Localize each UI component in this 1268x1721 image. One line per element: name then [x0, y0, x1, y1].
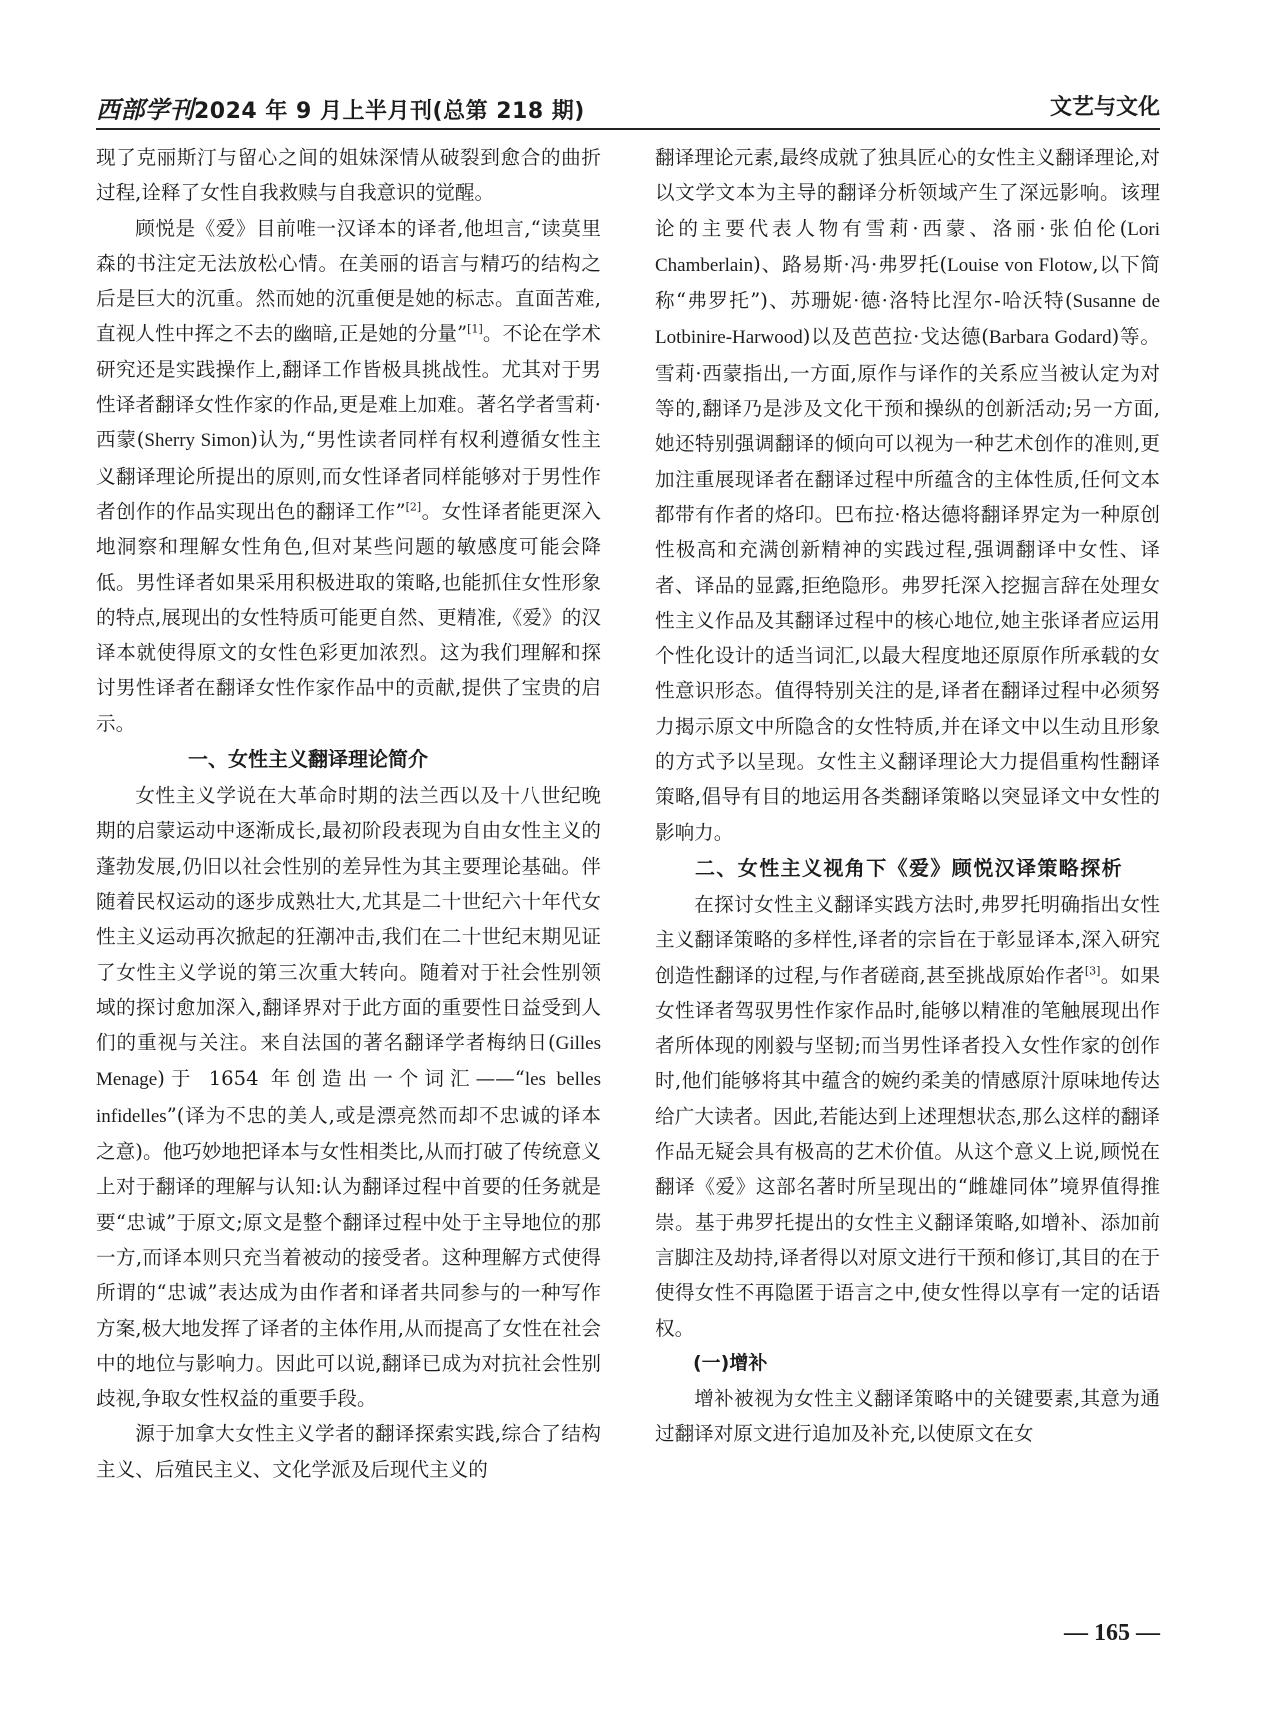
paragraph-text: )于 1654 年创造出一个词汇——“ [157, 1067, 525, 1091]
latin-name: Lori Chamberlain [655, 218, 1160, 276]
latin-name: Gilles Menage [96, 1033, 601, 1091]
paragraph-text: ,以下简称“弗罗托”)、苏珊妮·德·洛特比涅尔-哈沃特( [655, 252, 1160, 313]
page-number: — 165 — [1064, 1620, 1160, 1646]
paragraph-text: )等。雪莉·西蒙指出,一方面,原作与译作的关系应当被认定为对等的,翻译乃是涉及文化干预和操纵的创新活动;另一方面,她还特别强调翻译的倾向可以视为一种艺术创作的准则,更加注重展现译者在翻译过程中所蕴含的主体性质,任何文本都带有作者的烙印。巴布拉·格达德将翻译界定为一种原创性极高和充满创新精神的实践过程,强调翻译中女性、译者、译品的显露,拒绝隐形。弗罗托深入挖掘言辞在处理女性主义作品及其翻译过程中的核心地位,她主张译者应运用个性化设计的适当词汇,以最大程度地还原原作所承载的女性意识形态。值得特别关注的是,译者在翻译过程中必须努力揭示原文中所隐含的女性特质,并在译文中以生动且形象的方式予以呈现。女性主义翻译理论大力提倡重构性翻译策略,倡导有目的地运用各类翻译策略以突显译文中女性的影响力。 [655, 325, 1160, 844]
subsection-heading: (一)增补 [693, 1351, 768, 1374]
latin-name: Susanne de Lotbinire-Harwood [655, 291, 1160, 349]
right-column [655, 140, 1160, 1451]
journal-logo: 西部学刊 [96, 95, 194, 124]
latin-term: les belles infidelles [96, 1069, 601, 1127]
paragraph-text: 女性主义学说在大革命时期的法兰西以及十八世纪晚期的启蒙运动中逐渐成长,最初阶段表现为自由女性主义的蓬勃发展,仍旧以社会性别的差异性为其主要理论基础。伴随着民权运动的逐步成熟壮大,尤其是二十世纪六十年代女性主义运动再次掀起的狂潮冲击,我们在二十世纪末期见证了女性主义学说的第三次重大转向。随着对于社会性别领域的探讨愈加深入,翻译界对于此方面的重要性日益受到人们的重视与关注。来自法国的著名翻译学者梅纳日( [96, 784, 601, 1055]
paragraph: 增补被视为女性主义翻译策略中的关键要素,其意为通过翻译对原文进行追加及补充,以使原文在女 [655, 1386, 1160, 1446]
latin-name: Barbara Godard [988, 327, 1112, 349]
paragraph-text: 。不论在学术研究还是实践操作上,翻译工作皆极具挑战性。尤其对于男性译者翻译女性作家的作品,更是难上加难。著名学者雪莉·西蒙( [96, 322, 602, 452]
paragraph: 源于加拿大女性主义学者的翻译探索实践,综合了结构主义、后殖民主义、文化学派及后现代主义的 [96, 1422, 601, 1481]
latin-name: Sherry Simon [144, 430, 251, 452]
paragraph [655, 887, 1160, 1346]
paragraph-text: )认为,“男性读者同样有权利遵循女性主义翻译理论所提出的原则,而女性译者同样能够对于男性作者创作的作品实现出色的翻译工作” [96, 428, 601, 523]
paragraph [655, 140, 1160, 850]
section-heading: 一、女性主义翻译理论简介 [188, 747, 428, 772]
paragraph-text: 。如果女性译者驾驭男性作家作品时,能够以精准的笔触展现出作者所体现的刚毅与坚韧;而当男性译者投入女性作家的创作时,他们能够将其中蕴含的婉约柔美的情感原汁原味地传达给广大读者。因此,若能达到上述理想状态,那么这样的翻译作品无疑会具有极高的艺术价值。从这个意义上说,顾悦在翻译《爱》这部名著时所呈现出的“雌雄同体”境界值得推崇。基于弗罗托提出的女性主义翻译策略,如增补、添加前言脚注及劫持,译者得以对原文进行干预和修订,其目的在于使得女性不再隐匿于语言之中,使女性得以享有一定的话语权。 [655, 963, 1160, 1340]
paragraph-text: 翻译理论元素,最终成就了独具匠心的女性主义翻译理论,对以文学文本为主导的翻译分析领域产生了深远影响。该理论的主要代表人物有雪莉·西蒙、洛丽·张伯伦( [655, 146, 1160, 240]
paragraph [96, 778, 601, 1416]
masthead [96, 90, 585, 125]
citation-ref: [3] [1084, 964, 1101, 977]
paragraph-text: 。女性译者能更深入地洞察和理解女性角色,但对某些问题的敏感度可能会降低。男性译者如果采用积极进取的策略,也能抓住女性形象的特点,展现出的女性特质可能更自然、更精准,《爱》的汉译本就使得原文的女性色彩更加浓烈。这为我们理解和探讨男性译者在翻译女性作家作品中的贡献,提供了宝贵的启示。 [96, 499, 601, 735]
section-heading: 二、女性主义视角下《爱》顾悦汉译策略探析 [695, 855, 1123, 880]
paragraph-text: )以及芭芭拉·戈达德( [802, 325, 989, 349]
paragraph-text: 顾悦是《爱》目前唯一汉译本的译者,他坦言,“读莫里森的书注定无法放松心情。在美丽的语言与精巧的结构之后是巨大的沉重。然而她的沉重便是她的标志。直面苦难,直视人性中挥之不去的幽暗,正是她的分量” [96, 216, 601, 346]
paragraph-text: 在探讨女性主义翻译实践方法时,弗罗托明确指出女性主义翻译策略的多样性,译者的宗旨在于彰显译本,深入研究创造性翻译的过程,与作者磋商,甚至挑战原始作者 [655, 892, 1160, 987]
paragraph: 现了克丽斯汀与留心之间的姐妹深情从破裂到愈合的曲折过程,诠释了女性自我救赎与自我意识的觉醒。 [96, 146, 601, 205]
citation-ref: [2] [405, 500, 422, 514]
section-name: 文艺与文化 [1049, 95, 1160, 120]
left-column [96, 140, 601, 1487]
running-header [96, 88, 1160, 130]
latin-name: Louise von Flotow [947, 254, 1093, 276]
paragraph-text: )、路易斯·冯·弗罗托( [753, 252, 948, 276]
issue-info: 2024 年 9 月上半月刊(总第 218 期) [194, 99, 585, 124]
paragraph-text: ”(译为不忠的美人,或是漂亮然而却不忠诚的译本之意)。他巧妙地把译本与女性相类比,从而打破了传统意义上对于翻译的理解与认知:认为翻译过程中首要的任务就是要“忠诚”于原文;原文是整个翻译过程中处于主导地位的那一方,而译本则只充当着被动的接受者。这种理解方式使得所谓的“忠诚”表达成为由作者和译者共同参与的一种写作方案,极大地发挥了译者的主体作用,从而提高了女性在社会中的地位与影响力。因此可以说,翻译已成为对抗社会性别歧视,争取女性权益的重要手段。 [96, 1103, 601, 1411]
paragraph [96, 211, 601, 741]
citation-ref: [1] [467, 322, 483, 336]
